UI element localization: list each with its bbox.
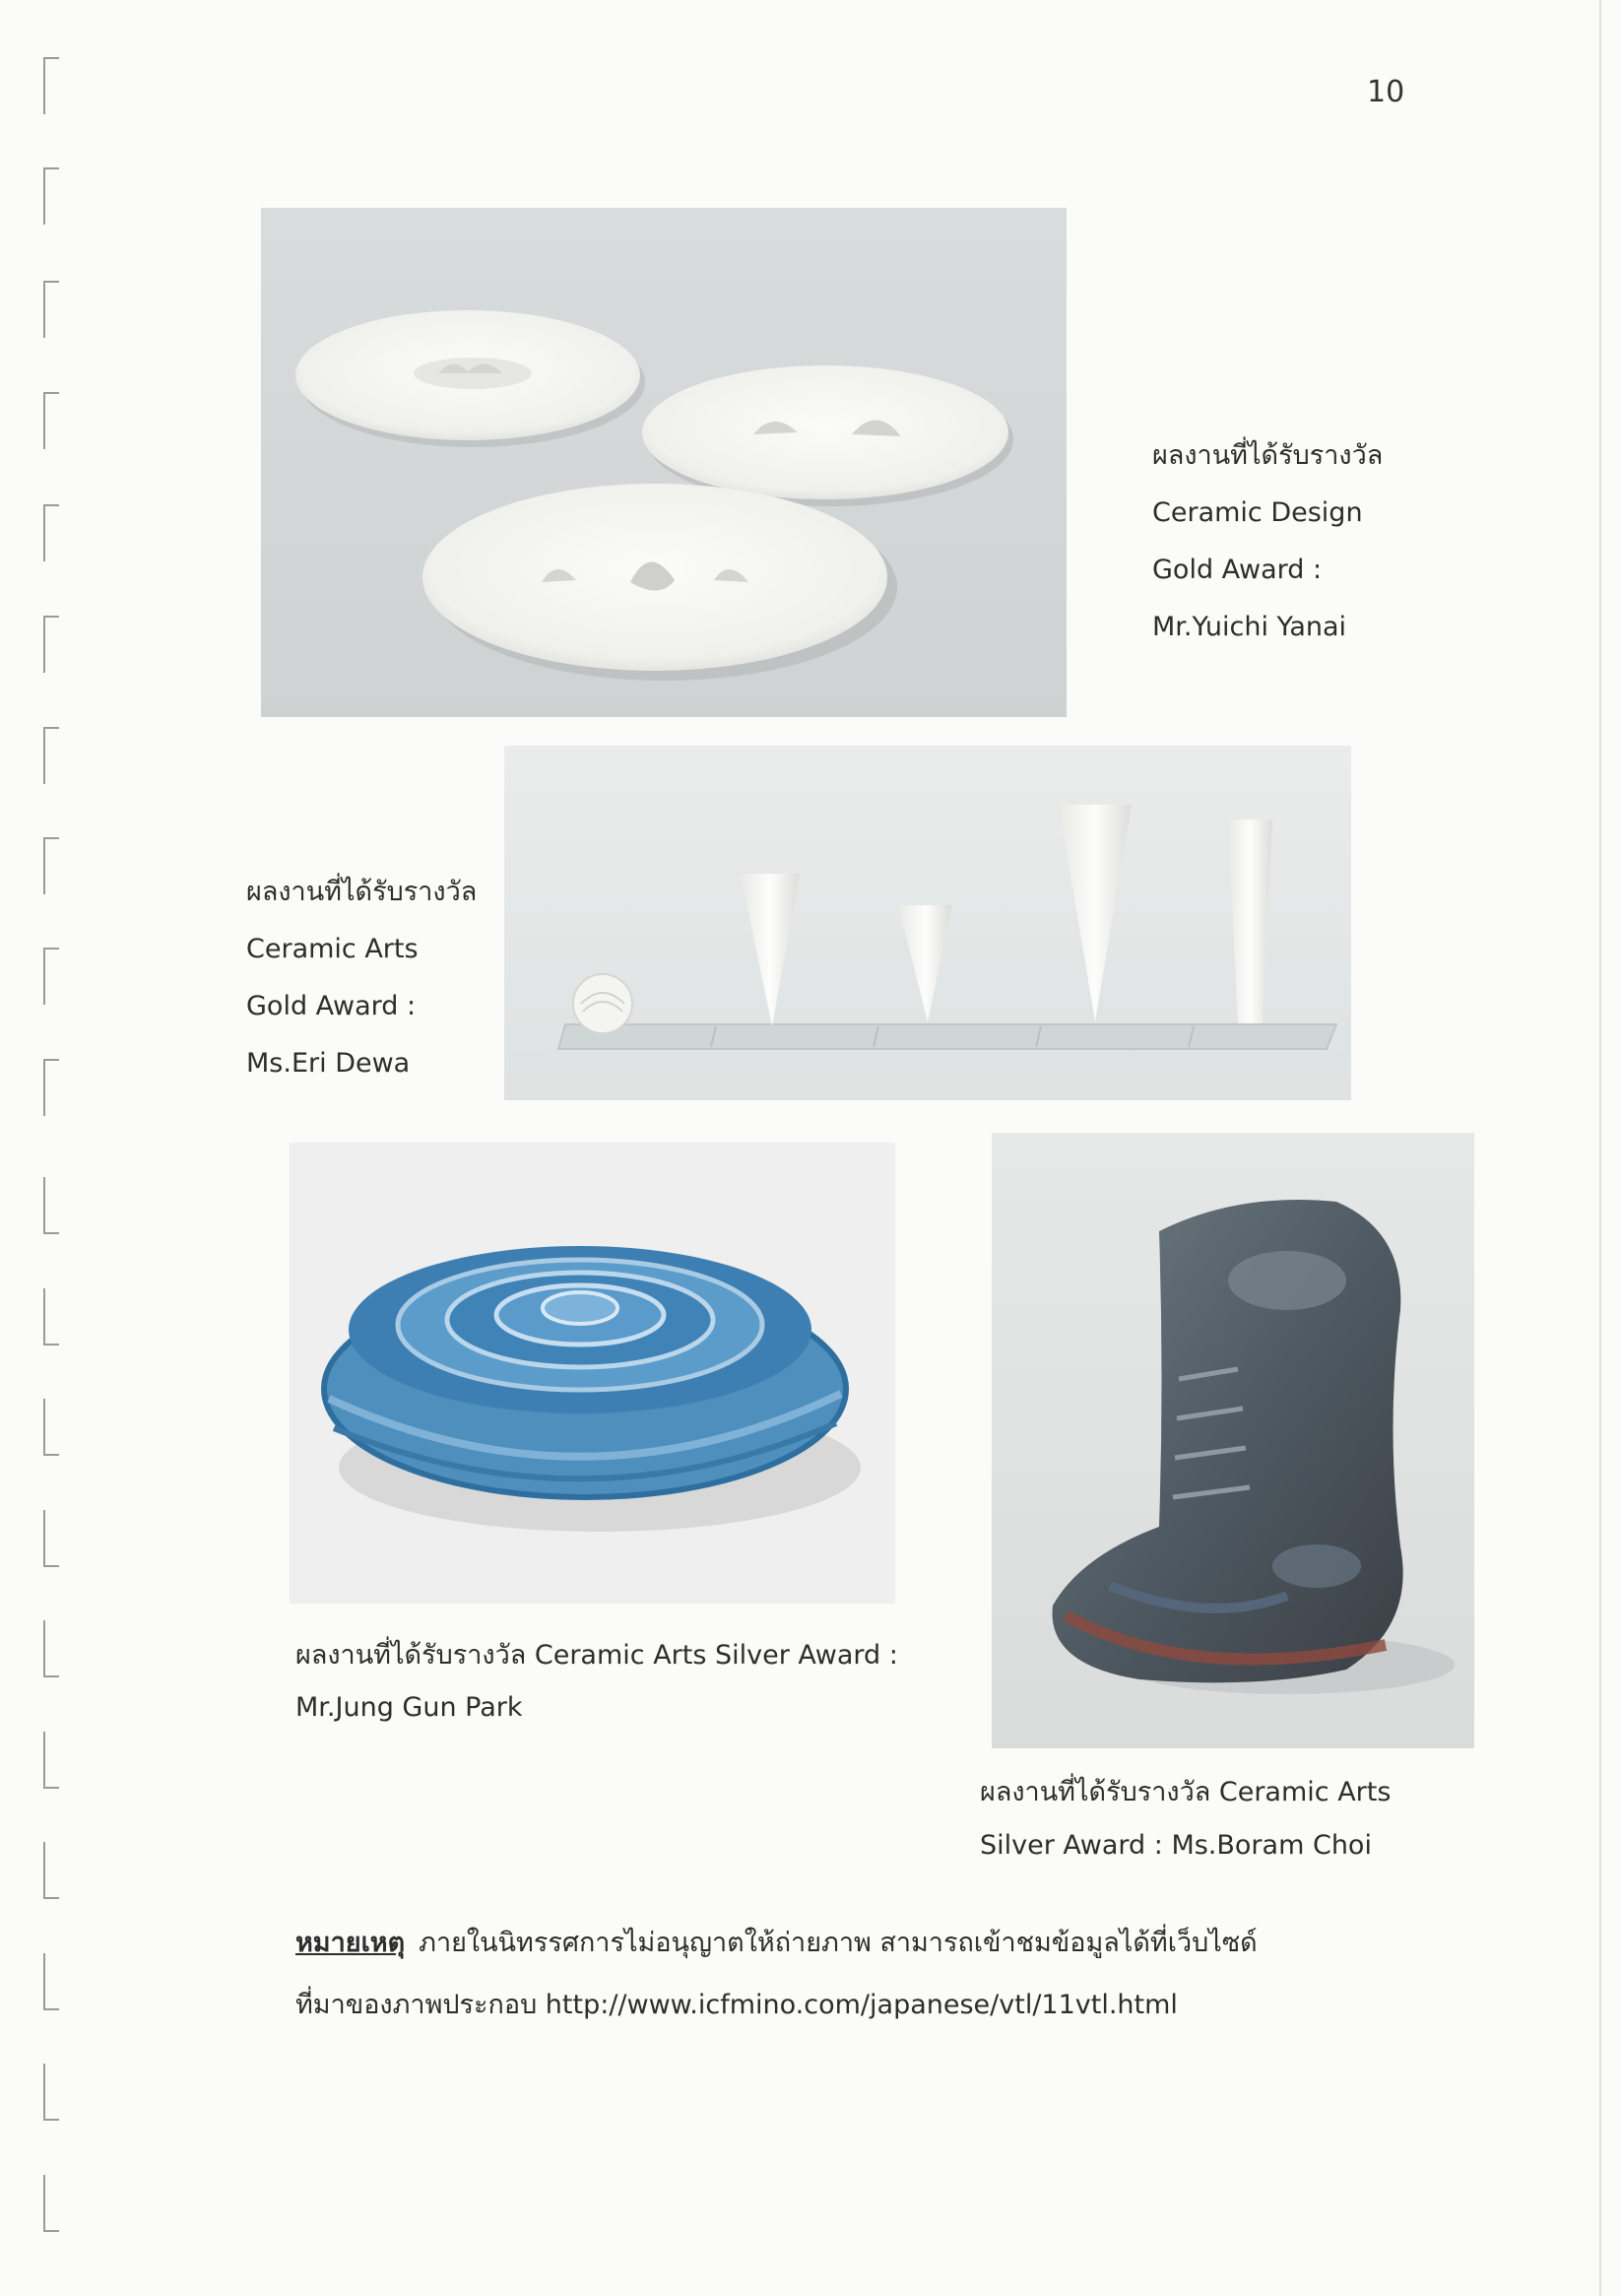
binding-mark: [43, 392, 59, 449]
binding-mark: [43, 1288, 59, 1345]
caption-line: Gold Award :: [1152, 555, 1323, 585]
binding-mark: [43, 2175, 59, 2232]
binding-mark: [43, 837, 59, 894]
binding-mark: [43, 2064, 59, 2121]
binding-mark: [43, 727, 59, 784]
binding-mark: [43, 1953, 59, 2010]
award-caption-arts-silver-choi: ผลงานที่ได้รับรางวัล Ceramic Arts: [980, 1777, 1392, 1807]
award-caption-design-gold: [1152, 427, 1383, 656]
image-source-line: ที่มาของภาพประกอบ http://www.icfmino.com/japanese/vtl/11vtl.html: [295, 1990, 1178, 2020]
caption-line: ผลงานที่ได้รับรางวัล: [246, 877, 478, 907]
caption-line: ผลงานที่ได้รับรางวัล: [1152, 440, 1384, 471]
award-caption-arts-silver-park: ผลงานที่ได้รับรางวัล Ceramic Arts Silver Award :: [295, 1640, 898, 1671]
binding-mark: [43, 1842, 59, 1899]
caption-line: Ceramic Design: [1152, 497, 1363, 528]
note-label: หมายเหตุ: [295, 1928, 406, 1958]
caption-line: Ms.Eri Dewa: [246, 1048, 411, 1079]
binding-mark: [43, 504, 59, 561]
caption-line: Mr.Yuichi Yanai: [1152, 612, 1347, 642]
award-caption-arts-silver-park-name: Mr.Jung Gun Park: [295, 1692, 523, 1723]
binding-mark: [43, 1177, 59, 1234]
binding-mark: [43, 57, 59, 114]
caption-line: Ceramic Arts: [246, 934, 419, 964]
award-caption-arts-gold: [246, 864, 477, 1092]
binding-mark: [43, 281, 59, 338]
binding-mark: [43, 1510, 59, 1567]
caption-line: Gold Award :: [246, 991, 417, 1021]
plates-photo: [261, 208, 1067, 717]
binding-mark: [43, 948, 59, 1005]
cones-photo: [504, 746, 1351, 1100]
award-caption-arts-silver-choi-name: Silver Award : Ms.Boram Choi: [980, 1830, 1372, 1861]
binding-mark: [43, 1732, 59, 1789]
page-edge: [1599, 0, 1601, 2296]
binding-mark: [43, 1620, 59, 1677]
binding-mark: [43, 167, 59, 225]
binding-mark: [43, 616, 59, 673]
note-line: [295, 1921, 1258, 1963]
page-number: 10: [1367, 75, 1405, 109]
spiral-vessel-photo: [290, 1143, 895, 1604]
boot-sculpture-photo: [992, 1133, 1474, 1748]
binding-mark: [43, 1059, 59, 1116]
binding-mark: [43, 1399, 59, 1456]
note-text: ภายในนิทรรศการไม่อนุญาตให้ถ่ายภาพ สามารถเข้าชมข้อมูลได้ที่เว็บไซด์: [419, 1928, 1258, 1958]
